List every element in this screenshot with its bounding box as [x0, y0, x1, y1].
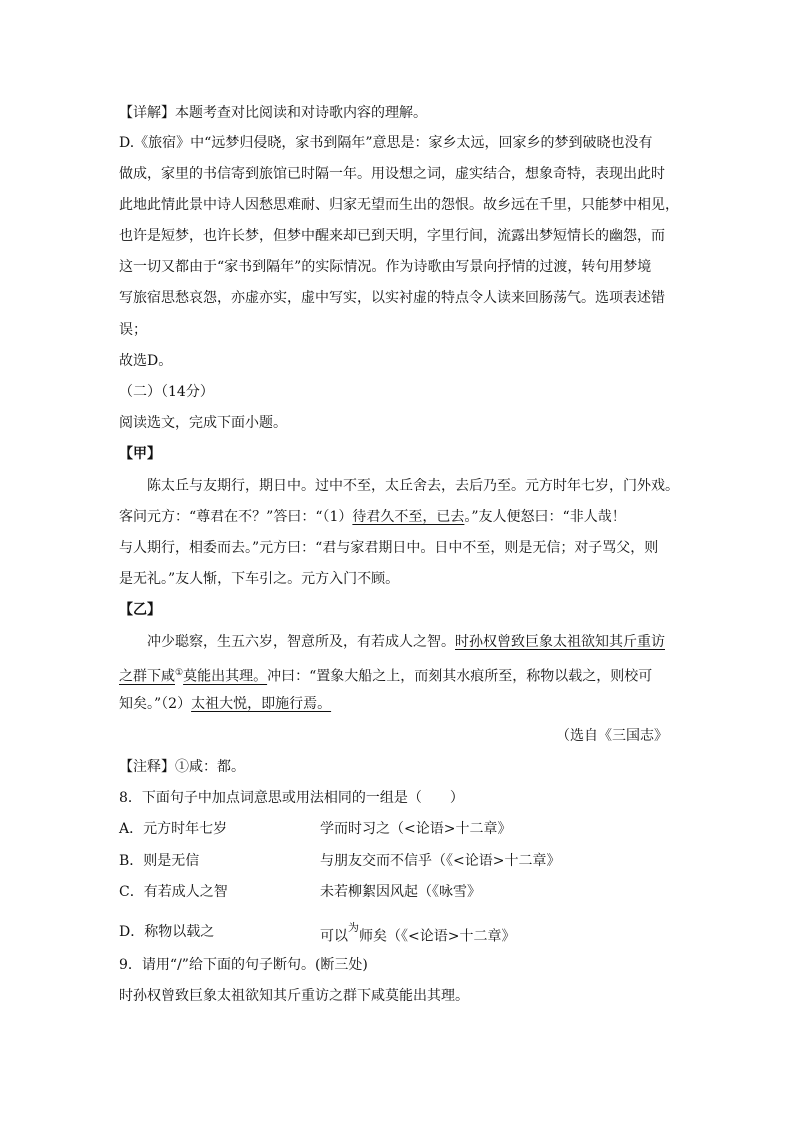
- q8-option-right: 学而时习之（<论语>十二章》: [320, 821, 512, 837]
- jia-text: 。”友人便怒曰：“非人哉！: [464, 509, 626, 525]
- detail-line: 这一切又都由于“家书到隔年”的实际情况。作为诗歌由写景向抒情的过渡，转句用梦境: [119, 259, 652, 275]
- jia-text: 客问元方：“尊君在不？”答曰：“（1）: [119, 509, 353, 525]
- q8-option-right: 与朋友交而不信乎（《<论语>十二章》: [320, 853, 561, 869]
- footnote-mark: ①: [175, 668, 184, 678]
- q8-option-right: 未若柳絮因风起（《咏雪》: [320, 884, 481, 900]
- option-text: 可以: [320, 928, 348, 945]
- detail-line: D.《旅宿》中“远梦归侵晓，家书到隔年”意思是：家乡太远，回家乡的梦到破晓也没有: [119, 135, 653, 151]
- detail-line: 此地此情此景中诗人因愁思难耐、归家无望而生出的怨恨。故乡远在千里，只能梦中相见，: [119, 197, 679, 213]
- detail-answer: 故选D。: [119, 353, 173, 369]
- q9-stem: 9．请用“/”给下面的句子断句。(断三处): [119, 957, 368, 973]
- yi-line: [119, 663, 652, 687]
- yi-source: （选自《三国志》: [556, 728, 668, 744]
- q8-stem: 8．下面句子中加点词意思或用法相同的一组是（ ）: [119, 790, 464, 806]
- q8-option-left: C．有若成人之智: [119, 884, 228, 900]
- yi-underlined: 时孙权曾致巨象太祖欲知其斤重访: [455, 634, 665, 650]
- detail-line: 也许是短梦，也许长梦，但梦中醒来却已到天明，字里行间，流露出梦短情长的幽怨，而: [119, 228, 665, 244]
- section-title: （二）（14分）: [119, 384, 214, 400]
- detail-line: 写旅宿思愁哀怨，亦虚亦实，虚中写实，以实衬虚的特点令人读来回肠荡气。选项表述错: [119, 290, 665, 306]
- yi-text: 冲少聪察，生五六岁，智意所及，有若成人之智。: [147, 634, 455, 650]
- option-text: 师矣（《<论语>十二章》: [359, 928, 516, 945]
- q8-option-right: [320, 922, 515, 947]
- yi-text: 知矣。”（2）: [119, 696, 192, 712]
- yi-line: [147, 632, 665, 652]
- dotted-word: 为: [348, 921, 359, 934]
- yi-underlined: 太祖大悦，即施行焉。: [191, 696, 332, 712]
- detail-line: 误；: [119, 322, 147, 338]
- detail-heading: 【详解】本题考查对比阅读和对诗歌内容的理解。: [119, 105, 427, 121]
- jia-line: [119, 507, 626, 527]
- jia-line: 陈太丘与友期行，期日中。过中不至，太丘舍去，去后乃至。元方时年七岁，门外戏。: [147, 478, 679, 494]
- yi-text: 冲曰：“置象大船之上，而刻其水痕所至，称物以载之，则校可: [267, 668, 653, 685]
- jia-line: 与人期行，相委而去。”元方曰：“君与家君期日中。日中不至，则是无信；对子骂父，则: [119, 540, 659, 556]
- q9-sentence: 时孙权曾致巨象太祖欲知其斤重访之群下咸莫能出其理。: [119, 988, 469, 1004]
- q8-option-left: A．元方时年七岁: [119, 821, 228, 837]
- yi-label: 【乙】: [119, 602, 161, 618]
- note: 【注释】①咸：都。: [119, 759, 245, 775]
- q8-option-left: B．则是无信: [119, 853, 200, 869]
- yi-line: [119, 694, 331, 714]
- jia-line: 是无礼。”友人惭，下车引之。元方入门不顾。: [119, 571, 400, 587]
- yi-underlined: 莫能出其理。: [183, 668, 268, 685]
- jia-underlined: 待君久不至，已去: [352, 509, 465, 525]
- q8-option-left: D．称物以载之: [119, 924, 215, 940]
- detail-line: 做成，家里的书信寄到旅馆已时隔一年。用设想之词，虚实结合，想象奇特，表现出此时: [119, 166, 665, 182]
- section-instruction: 阅读选文，完成下面小题。: [119, 415, 287, 431]
- yi-underlined: 之群下咸: [119, 668, 175, 685]
- jia-label: 【甲】: [119, 446, 161, 462]
